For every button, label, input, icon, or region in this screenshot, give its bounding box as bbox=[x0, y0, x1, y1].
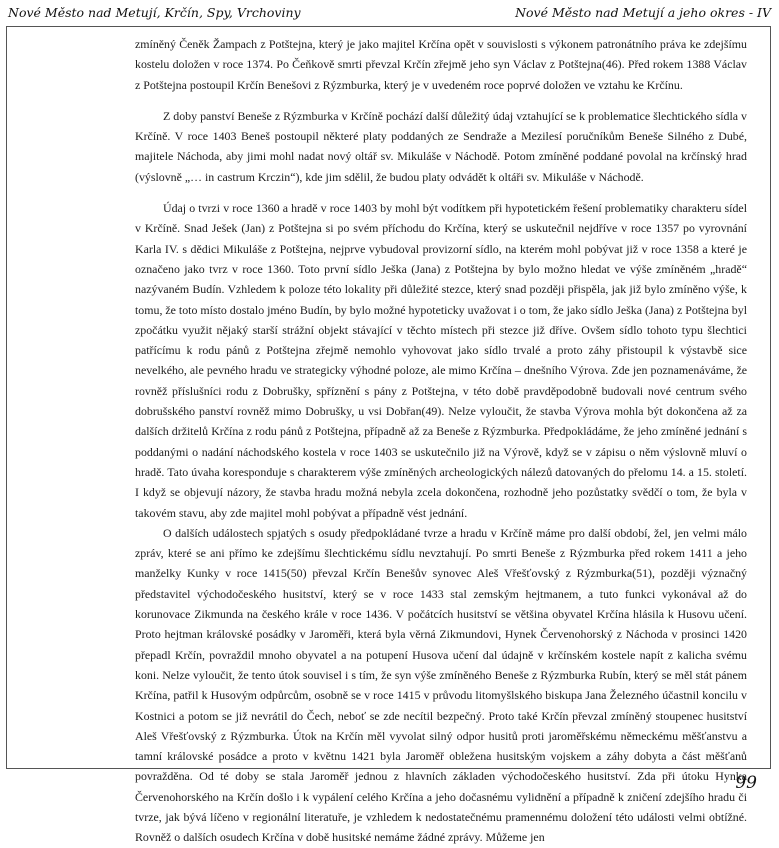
paragraph: Z doby panství Beneše z Rýzmburka v Krčíně pochází další důležitý údaj vztahující se k problematice šlechtického sídla v Krčíně. V roce 1403 Beneš postoupil některé platy poddaných ze Sendraže a Mezilesí poručníkům Beneše Silného z Dubé, majitele Náchoda, aby jimi mohl nadat nový oltář sv. Mikuláše v Náchodě. Potom zmíněné poddané povolal na krčínský hrad (výslovně „… in castrum Krczin“), kde jim sdělil, že budou platy odvádět k oltáři sv. Mikuláše v Náchodě. bbox=[135, 108, 747, 184]
header-left-title: Nové Město nad Metují, Krčín, Spy, Vrchoviny bbox=[8, 5, 301, 20]
running-header bbox=[0, 0, 779, 26]
body-text bbox=[135, 34, 747, 848]
paragraph: Údaj o tvrzi v roce 1360 a hradě v roce 1403 by mohl být vodítkem při hypotetickém řešení problematiky charakteru sídel v Krčíně. Snad Ješek (Jan) z Potštejna si po svém příchodu do Krčína, který se uskutečnil nejdříve v roce 1357 po vyrovnání Karla IV. s dědici Mikuláše z Potštejna, nejprve vybudoval provizorní sídlo, na kterém mohl pobývat již v roce 1358 a které je označeno jako tvrz v roce 1360. Toto první sídlo Ješka (Jana) z Potštejna by bylo možno hledat ve výše zmíněném „hradě“ nazývaném Budín. Vzhledem k poloze této lokality při důležité stezce, který snad později přispěla, jak již bylo zmíněno výše, k tomu, že toto místo dostalo jméno Budín, by bylo možné hypoteticky uvažovat i o tom, že jako sídlo Ješka (Jana) z Potštejna byl zpočátku využit nějaký starší strážní objekt stávající v těchto místech při stezce již dříve. Ovšem sídlo tohoto typu šlechtici patřícímu k rodu pánů z Potštejna zřejmě nemohlo vyhovovat jako sídlo trvalé a proto záhy přistoupil k výstavbě sice nevelkého, ale pevného hradu ve strategicky výhodné poloze, ale mimo Krčína – dnešního Výrova. Zde jen poznamenáváme, že rovněž příslušníci rodu z Dobrušky, spříznění s pány z Potštejna, v této době pravděpodobně budovali nové centrum svého dobrušského panství rovněž mimo Dobrušky, u vsi Dobřan(49). Nelze vyloučit, že stavba Výrova mohla být dokončena až za dalších držitelů Krčína z rodu pánů z Potštejna, případně až za Beneše z Rýzmburka. Předpokládáme, že jeho zmíněné jednání s poddanými o nadání náchodského kostela v roce 1403 se uskutečnilo již na Výrově, když se v zápisu o něm výslovně mluví o hradě. Tato úvaha koresponduje s charakterem výše zmíněných archeologických nálezů datovaných do přelomu 14. a 15. století. I když se objevují názory, že stavba hradu možná nebyla zcela dokončena, rozhodně jeho pozůstatky svědčí o tom, že byla v takovém stavu, aby zde majitel mohl pobývat a případně vést jednání. bbox=[135, 201, 747, 520]
page-number: 99 bbox=[735, 773, 757, 793]
header-right-title: Nové Město nad Metují a jeho okres - IV bbox=[515, 5, 771, 20]
paragraph: O dalších událostech spjatých s osudy předpokládané tvrze a hradu v Krčíně máme pro další období, žel, jen velmi málo zpráv, které se ani přímo ke zdejšímu šlechtickému sídlu nevztahují. Po smrti Beneše z Rýzmburka před rokem 1411 a jeho manželky Kunky v roce 1415(50) převzal Krčín Benešův synovec Aleš Vřešťovský z Rýzmburka(51), později význačný představitel východočeského husitství, který se v roce 1433 stal zemským hejtmanem, a tuto funkci vykonával až do korunovace Zikmunda na českého krále v roce 1436. V počátcích husitství se většina obyvatel Krčína hlásila k Husovu učení. Proto hejtman královské posádky v Jaroměři, která byla věrná Zikmundovi, Hynek Červenohorský z Náchoda v prosinci 1420 přepadl Krčín, povraždil mnoho obyvatel a na potupení Husova učení dal údajně v krčínském kostele napít z kalicha svému koni. Nelze vyloučit, že tento útok souvisel i s tím, že syn výše zmíněného Beneše z Rýzmburka Rubín, který se měl stát pánem Krčína, patřil k Husovým odpůrcům, osobně se v roce 1415 v průvodu litomyšlského biskupa Jana Železného účastnil koncilu v Kostnici a potom se již nevrátil do Čech, neboť se zde necítil bezpečný. Proto také Krčín převzal zmíněný stoupenec husitství Aleš Vřešťovský z Rýzmburka. Útok na Krčín měl vyvolat silný odpor husitů proti jaroměřskému německému měšťanstvu a tamní královské posádce a proto v květnu 1421 byla Jaroměř obležena husitským vojskem a záhy dobyta a část měšťanů povražděna. Od té doby se stala Jaroměř jednou z hlavních základen východočeského husitství. Zda při útoku Hynka Červenohorského na Krčín došlo i k vypálení celého Krčína a jeho dočasnému vylidnění a případně k zničení zdejšího hradu či tvrze, jak bývá líčeno v regionální literatuře, je vzhledem k nedostatečnému pramennému doložení této události velmi obtížné. Rovněž o dalších osudech Krčína v době husitské nemáme žádné zprávy. Můžeme jen bbox=[135, 525, 747, 845]
paragraph: zmíněný Čeněk Žampach z Potštejna, který je jako majitel Krčína opět v souvislosti s výkonem patronátního práva ke zdejšímu kostelu doložen v roce 1374. Po Čeňkově smrti převzal Krčín zřejmě jeho syn Václav z Potštejna(46). Před rokem 1388 Václav z Potštejna postoupil Krčín Benešovi z Rýzmburka, který je v uvedeném roce poprvé doložen ve vztahu ke Krčínu. bbox=[135, 37, 747, 92]
